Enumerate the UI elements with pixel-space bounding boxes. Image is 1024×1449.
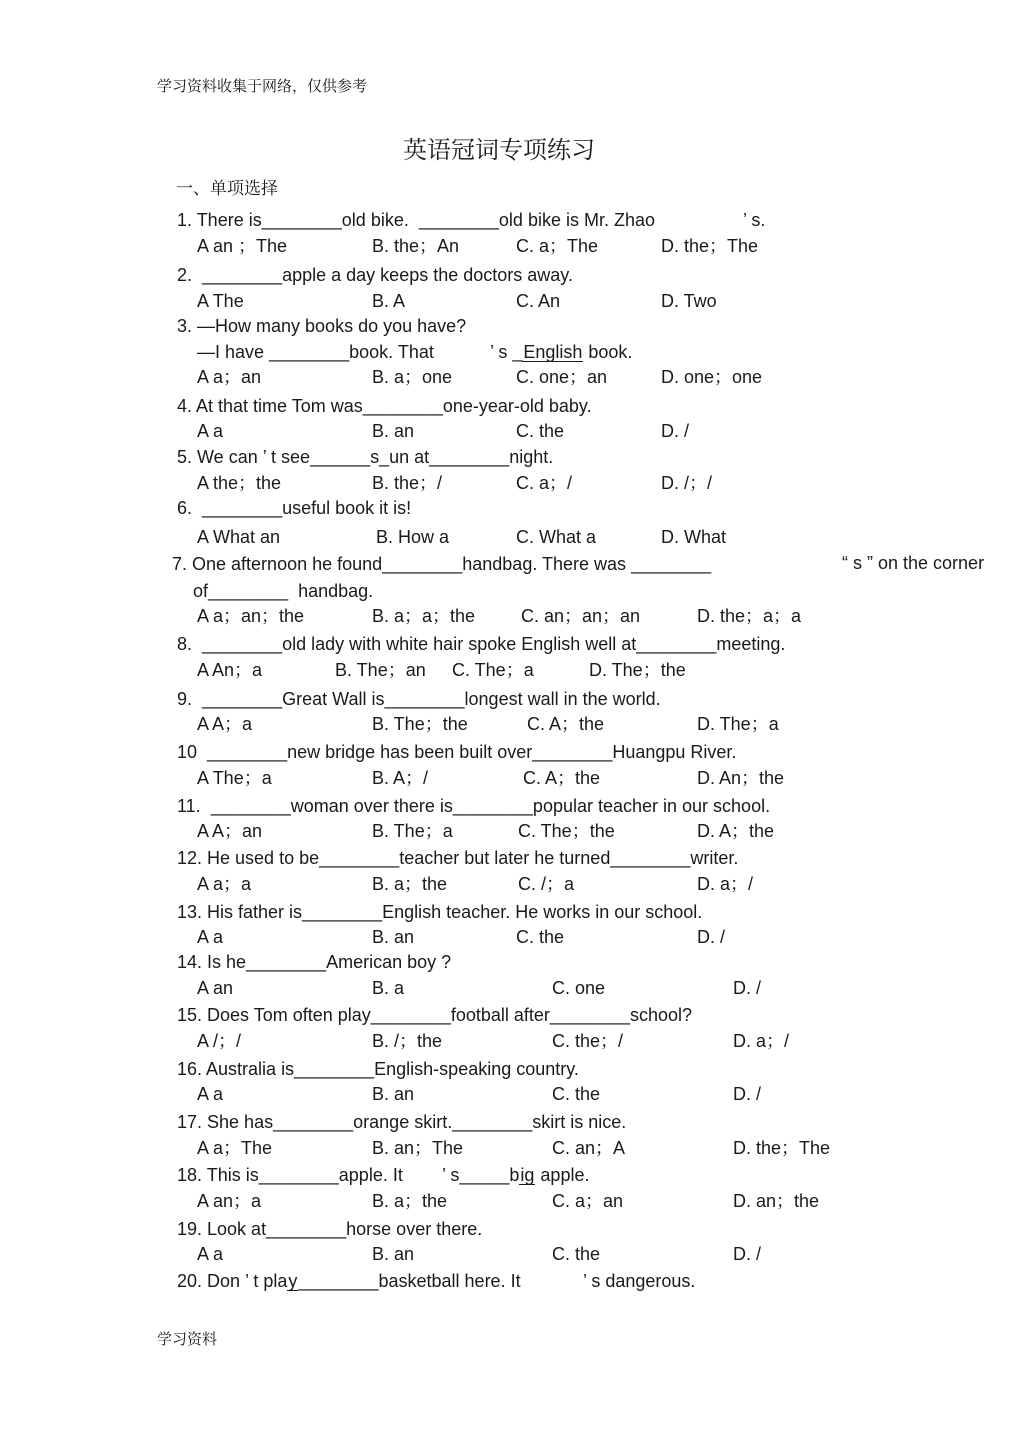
question-7-option-d: D. the；a；a xyxy=(697,606,802,626)
question-1-option-a: A an ；The xyxy=(197,236,288,256)
question-2-stem: 2. ________apple a day keeps the doctors away. xyxy=(177,265,573,285)
question-12-option-a: A a；a xyxy=(197,874,252,894)
question-19-option-b: B. an xyxy=(372,1244,415,1264)
question-13-option-d: D. / xyxy=(697,927,726,947)
question-13-option-c: C. the xyxy=(516,927,565,947)
question-4-option-c: C. the xyxy=(516,421,565,441)
question-14-option-c: C. one xyxy=(552,978,606,998)
question-1-option-d: D. the；The xyxy=(661,236,759,256)
question-4-option-d: D. / xyxy=(661,421,690,441)
question-2-option-d: D. Two xyxy=(661,291,717,311)
question-16-option-a: A a xyxy=(197,1084,224,1104)
question-20-stem-part: 20. Don ’ t pla xyxy=(177,1271,288,1291)
question-10-option-c: C. A；the xyxy=(523,768,601,788)
question-19-option-c: C. the xyxy=(552,1244,601,1264)
question-9-option-c: C. A；the xyxy=(527,714,605,734)
question-13-option-b: B. an xyxy=(372,927,415,947)
page-title: 英语冠词专项练习 xyxy=(403,136,595,164)
question-19-option-a: A a xyxy=(197,1244,224,1264)
question-17-option-a: A a；The xyxy=(197,1138,273,1158)
question-1-option-c: C. a；The xyxy=(516,236,599,256)
question-3-option-d: D. one；one xyxy=(661,367,763,387)
question-11-option-a: A A；an xyxy=(197,821,263,841)
question-11-option-c: C. The；the xyxy=(518,821,615,841)
question-9-option-a: A A；a xyxy=(197,714,253,734)
question-14-option-a: A an xyxy=(197,978,234,998)
question-3-stem-line2-end xyxy=(490,341,632,363)
question-10-option-d: D. An；the xyxy=(697,768,785,788)
question-17-stem: 17. She has________orange skirt.________skirt is nice. xyxy=(177,1112,627,1132)
question-16-option-c: C. the xyxy=(552,1084,601,1104)
question-16-stem: 16. Australia is________English-speaking country. xyxy=(177,1059,579,1079)
question-3-stem-line2: —I have ________book. That xyxy=(197,342,434,362)
question-1-stem: 1. There is________old bike. ________old bike is Mr. Zhao xyxy=(177,210,655,230)
question-8-stem: 8. ________old lady with white hair spoke English well at________meeting. xyxy=(177,634,786,654)
question-15-option-a: A /；/ xyxy=(197,1031,242,1051)
question-6-option-a: A What an xyxy=(197,527,281,547)
question-1-stem-end: ’ s. xyxy=(743,210,766,230)
question-7-stem: 7. One afternoon he found________handbag. There was ________ xyxy=(172,554,712,574)
question-12-option-d: D. a；/ xyxy=(697,874,754,894)
question-18-option-d: D. an；the xyxy=(733,1191,820,1211)
question-5-option-d: D. /；/ xyxy=(661,473,713,493)
question-3-option-b: B. a；one xyxy=(372,367,453,387)
question-13-option-a: A a xyxy=(197,927,224,947)
question-4-option-a: A a xyxy=(197,421,224,441)
question-6-option-b: B. How a xyxy=(376,527,450,547)
question-3-stem-part: ’ s _ xyxy=(490,342,523,362)
question-6-option-c: C. What a xyxy=(516,527,597,547)
question-17-option-c: C. an；A xyxy=(552,1138,626,1158)
question-18-stem: 18. This is________apple. It xyxy=(177,1165,403,1185)
question-17-option-d: D. the；The xyxy=(733,1138,831,1158)
question-8-option-c: C. The；a xyxy=(452,660,534,680)
question-20-stem xyxy=(177,1270,521,1292)
question-8-option-d: D. The；the xyxy=(589,660,686,680)
question-11-option-b: B. The；a xyxy=(372,821,453,841)
question-12-stem: 12. He used to be________teacher but later he turned________writer. xyxy=(177,848,739,868)
question-3-stem-tail: book. xyxy=(583,342,633,362)
question-15-stem: 15. Does Tom often play________football after________school? xyxy=(177,1005,693,1025)
question-19-option-d: D. / xyxy=(733,1244,762,1264)
question-15-option-c: C. the；/ xyxy=(552,1031,624,1051)
question-3-option-a: A a；an xyxy=(197,367,262,387)
question-3-stem: 3. —How many books do you have? xyxy=(177,316,467,336)
question-7-stem-line2: of________ handbag. xyxy=(193,581,374,601)
question-15-option-d: D. a；/ xyxy=(733,1031,790,1051)
question-2-option-a: A The xyxy=(197,291,244,311)
question-18-stem-tail: apple. xyxy=(535,1165,590,1185)
question-3-option-c: C. one；an xyxy=(516,367,608,387)
question-13-stem: 13. His father is________English teacher. He works in our school. xyxy=(177,902,703,922)
question-4-stem: 4. At that time Tom was________one-year-old baby. xyxy=(177,396,592,416)
page-footer: 学习资料 xyxy=(157,1330,218,1348)
question-14-option-b: B. a xyxy=(372,978,405,998)
question-7-option-c: C. an；an；an xyxy=(521,606,641,626)
question-8-option-b: B. The；an xyxy=(335,660,426,680)
question-9-option-b: B. The；the xyxy=(372,714,468,734)
question-6-stem: 6. ________useful book it is! xyxy=(177,498,412,518)
question-14-option-d: D. / xyxy=(733,978,762,998)
question-19-stem: 19. Look at________horse over there. xyxy=(177,1219,483,1239)
question-9-stem: 9. ________Great Wall is________longest wall in the world. xyxy=(177,689,661,709)
question-9-option-d: D. The；a xyxy=(697,714,779,734)
question-7-option-a: A a；an；the xyxy=(197,606,305,626)
question-11-stem: 11. ________woman over there is________popular teacher in our school. xyxy=(177,796,771,816)
question-18-option-a: A an；a xyxy=(197,1191,262,1211)
question-12-option-b: B. a；the xyxy=(372,874,448,894)
question-1-option-b: B. the；An xyxy=(372,236,460,256)
question-7-stem-end: “ s ” on the corner xyxy=(842,553,985,573)
question-11-option-d: D. A；the xyxy=(697,821,775,841)
question-5-option-b: B. the；/ xyxy=(372,473,443,493)
question-18-stem-part: ’ s_____b xyxy=(442,1165,520,1185)
question-15-option-b: B. /；the xyxy=(372,1031,443,1051)
question-2-option-c: C. An xyxy=(516,291,561,311)
question-16-option-b: B. an xyxy=(372,1084,415,1104)
question-12-option-c: C. /；a xyxy=(518,874,575,894)
question-18-option-c: C. a；an xyxy=(552,1191,624,1211)
question-17-option-b: B. an；The xyxy=(372,1138,464,1158)
question-18-stem-end xyxy=(442,1164,589,1186)
question-4-option-b: B. an xyxy=(372,421,415,441)
question-5-option-a: A the；the xyxy=(197,473,282,493)
question-10-option-b: B. A；/ xyxy=(372,768,429,788)
question-2-option-b: B. A xyxy=(372,291,406,311)
question-20-underlined-part: y xyxy=(288,1271,298,1291)
section-heading: 一、单项选择 xyxy=(176,179,278,199)
question-20-stem-end: ’ s dangerous. xyxy=(583,1271,696,1291)
question-18-underlined-part: ig xyxy=(520,1165,535,1185)
question-16-option-d: D. / xyxy=(733,1084,762,1104)
question-14-stem: 14. Is he________American boy ? xyxy=(177,952,452,972)
question-3-underlined-word: English xyxy=(523,342,583,362)
question-10-stem: 10 ________new bridge has been built over________Huangpu River. xyxy=(177,742,737,762)
question-18-option-b: B. a；the xyxy=(372,1191,448,1211)
question-5-option-c: C. a；/ xyxy=(516,473,573,493)
question-8-option-a: A An；a xyxy=(197,660,263,680)
question-5-stem: 5. We can ’ t see______s_un at________night. xyxy=(177,447,554,467)
question-6-option-d: D. What xyxy=(661,527,727,547)
page-header: 学习资料收集于网络，仅供参考 xyxy=(157,77,368,95)
question-20-stem-mid: ________basketball here. It xyxy=(298,1271,521,1291)
question-10-option-a: A The；a xyxy=(197,768,272,788)
question-7-option-b: B. a；a；the xyxy=(372,606,476,626)
